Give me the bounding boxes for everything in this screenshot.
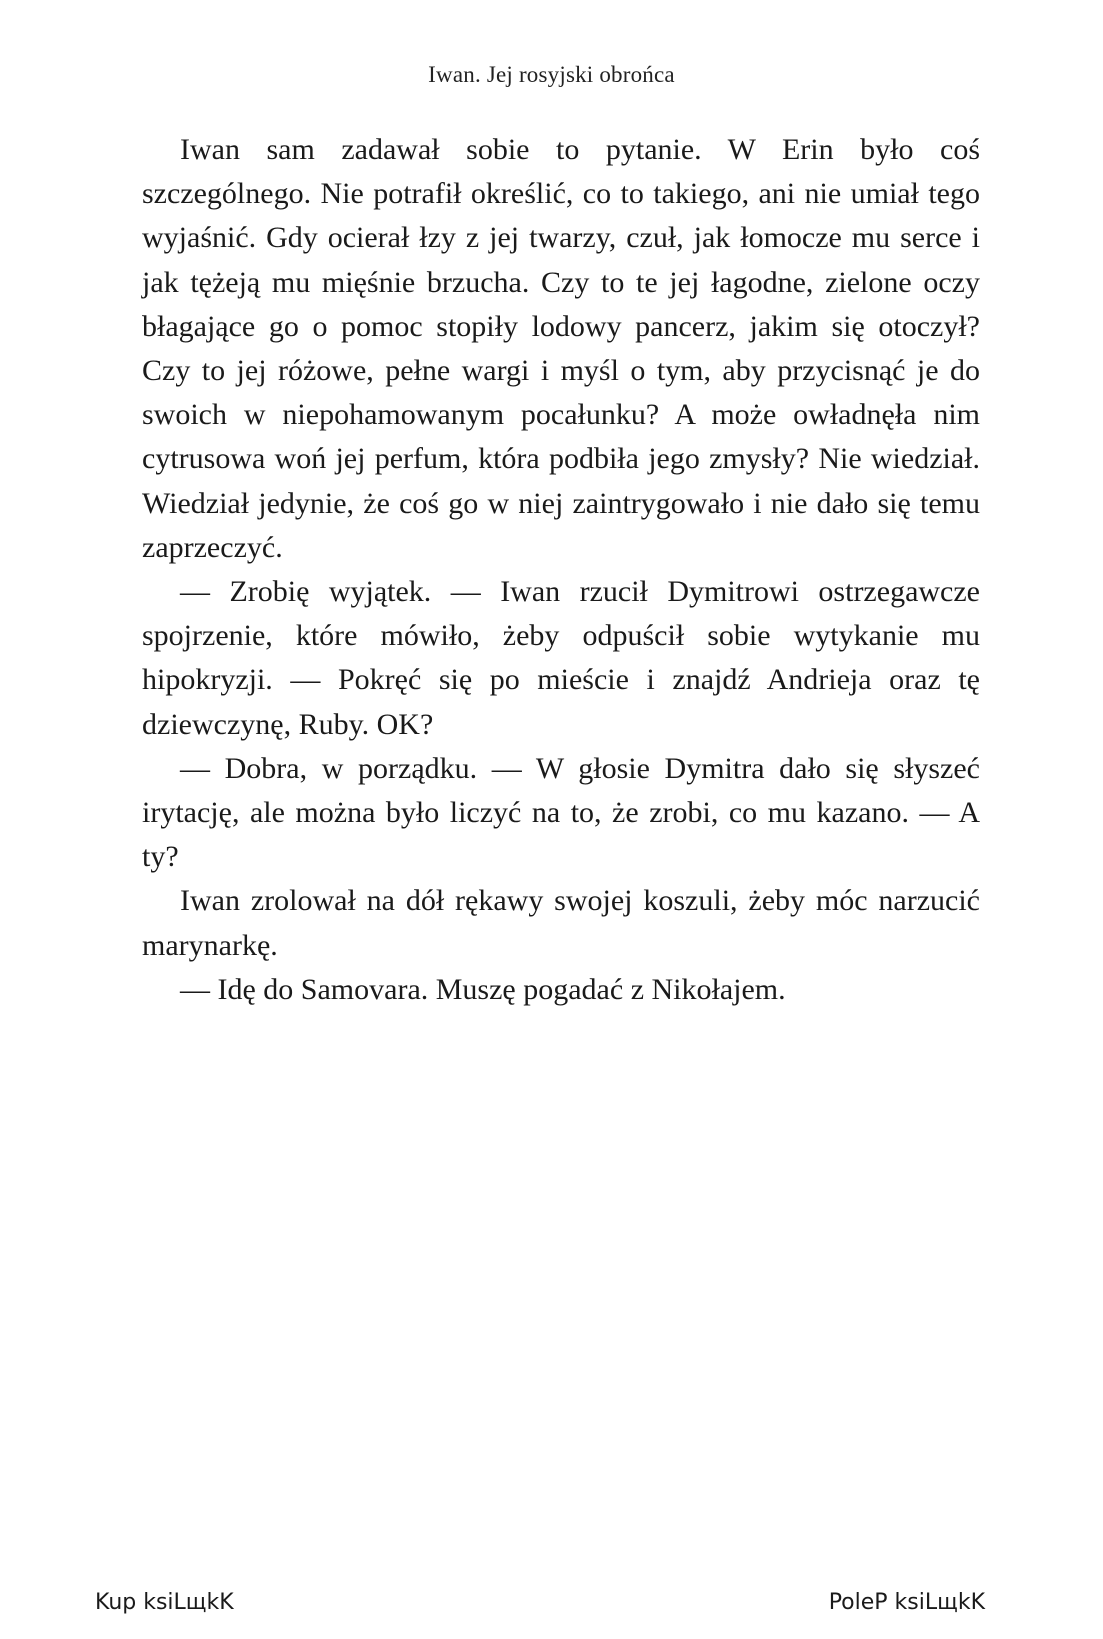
paragraph: — Dobra, w porządku. — W głosie Dymitra dało się słyszeć irytację, ale można było liczyć na to, że zrobi, co mu kazano. — A ty? [142,751,980,874]
body-text [142,128,980,1012]
paragraph: Iwan sam zadawał sobie to pytanie. W Erin było coś szczególnego. Nie potrafił określić, co to takiego, ani nie umiał tego wyjaśnić. Gdy ocierał łzy z jej twarzy, czuł, jak łomocze mu serce i jak tężeją mu mięśnie brzucha. Czy to te jej łagodne, zielone oczy błagające go o pomoc stopiły lodowy pancerz, jakim się otoczył? Czy to jej różowe, pełne wargi i myśl o tym, aby przycisnąć je do swoich w niepohamowanym pocałunku? A może owładnęła nim cytrusowa woń jej perfum, która podbiła jego zmysły? Nie wiedział. Wiedział jedynie, że coś go w niej zaintrygowało i nie dało się temu zaprzeczyć. [142,133,980,564]
running-header: Iwan. Jej rosyjski obrońca [428,62,675,87]
paragraph: Iwan zrolował na dół rękawy swojej koszuli, żeby móc narzucić marynarkę. [142,884,980,962]
paragraph: — Idę do Samovara. Muszę pogadać z Nikołajem. [180,972,786,1006]
paragraph: — Zrobię wyjątek. — Iwan rzucił Dymitrowi ostrzegawcze spojrzenie, które mówiło, żeby odpuścił sobie wytykanie mu hipokryzji. — Pokręć się po mieście i znajdź Andrieja oraz tę dziewczynę, Ruby. OK? [142,575,980,741]
recommend-book-link[interactable]: PoleP ksiLщkK [828,1590,985,1615]
buy-book-link[interactable]: Kup ksiLщkK [95,1590,234,1615]
